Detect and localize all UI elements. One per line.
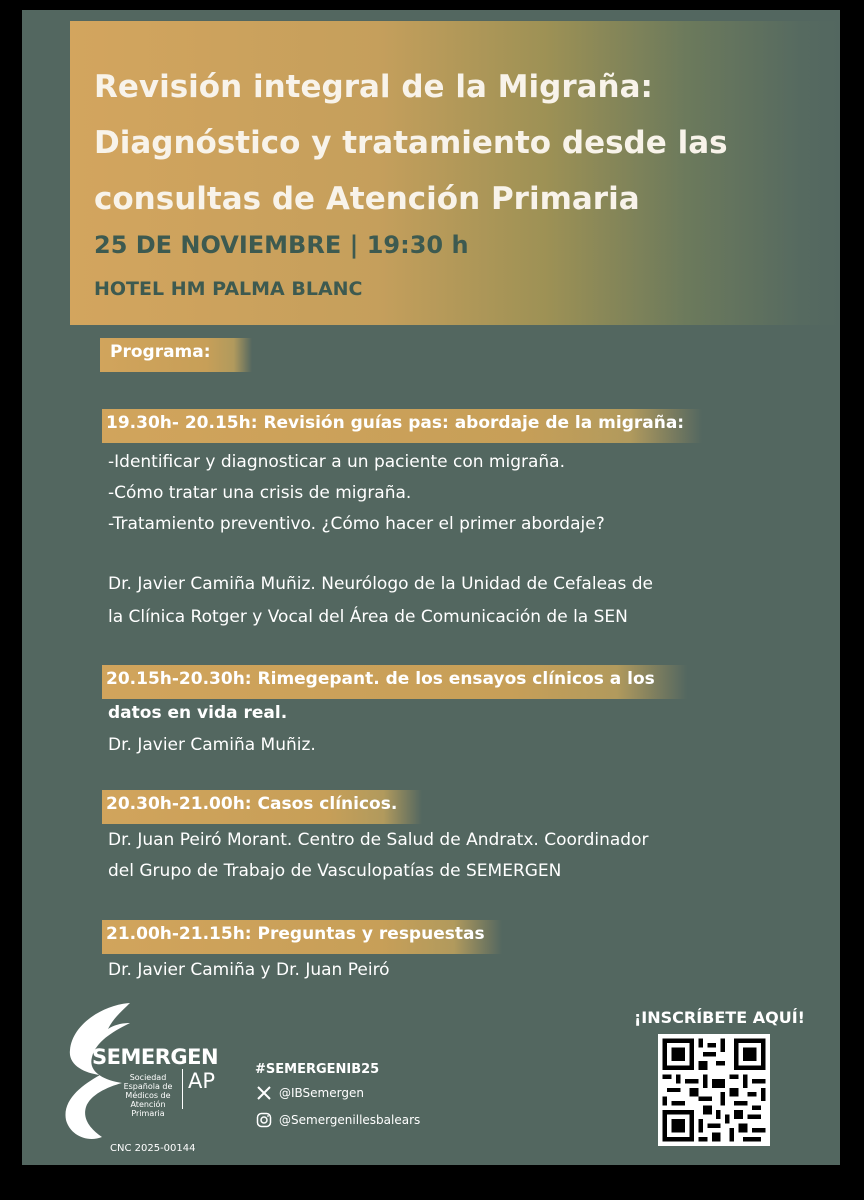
qr-code-icon [658, 1034, 770, 1146]
event-venue: HOTEL HM PALMA BLANC [94, 278, 363, 300]
session-3-speaker: Dr. Juan Peiró Morant. Centro de Salud de Andratx. Coordinador [108, 830, 649, 850]
session-4-heading-highlight [102, 920, 502, 954]
cnc-code: CNC 2025-00144 [110, 1143, 196, 1154]
programa-label-highlight [100, 338, 252, 372]
session-3-speaker: del Grupo de Trabajo de Vasculopatías de SEMERGEN [108, 861, 562, 881]
session-1-speaker: la Clínica Rotger y Vocal del Área de Comunicación de la SEN [108, 607, 628, 627]
session-4-heading: 21.00h-21.15h: Preguntas y respuestas [106, 924, 485, 944]
qr-code[interactable] [658, 1034, 770, 1146]
session-1-line: -Tratamiento preventivo. ¿Cómo hacer el primer abordaje? [108, 514, 605, 534]
twitter-handle: @IBSemergen [279, 1086, 364, 1100]
session-1-line: -Cómo tratar una crisis de migraña. [108, 483, 412, 503]
session-1-line: -Identificar y diagnosticar a un paciente con migraña. [108, 452, 566, 472]
title-line-3: consultas de Atención Primaria [94, 181, 640, 217]
register-cta: ¡INSCRÍBETE AQUÍ! [634, 1008, 805, 1027]
session-3-heading: 20.30h-21.00h: Casos clínicos. [106, 794, 398, 814]
logo-subtitle: Sociedad Española de Médicos de Atención Primaria [123, 1073, 173, 1118]
logo-ap: AP [182, 1069, 215, 1109]
title-line-1: Revisión integral de la Migraña: [94, 69, 653, 105]
instagram-handle-row[interactable] [255, 1111, 420, 1129]
session-1-heading-highlight [102, 409, 702, 443]
session-1-speaker: Dr. Javier Camiña Muñiz. Neurólogo de la Unidad de Cefaleas de [108, 574, 653, 594]
session-3-heading-highlight [102, 790, 422, 824]
hashtag: #SEMERGENIB25 [255, 1062, 380, 1077]
event-date: 25 DE NOVIEMBRE | 19:30 h [94, 231, 469, 259]
session-1-heading: 19.30h- 20.15h: Revisión guías pas: abordaje de la migraña: [106, 413, 685, 433]
logo-brand: SEMERGEN [92, 1045, 219, 1069]
session-2-speaker: Dr. Javier Camiña Muñiz. [108, 735, 316, 755]
twitter-handle-row[interactable] [255, 1084, 364, 1102]
title-line-2: Diagnóstico y tratamiento desde las [94, 125, 728, 161]
programa-label: Programa: [110, 342, 211, 362]
session-2-heading-cont: datos en vida real. [108, 703, 288, 723]
session-2-heading-highlight [102, 665, 687, 699]
event-poster [22, 10, 840, 1165]
title-banner [70, 21, 840, 325]
event-title [94, 59, 834, 227]
session-4-speaker: Dr. Javier Camiña y Dr. Juan Peiró [108, 960, 390, 980]
instagram-icon [255, 1111, 273, 1129]
x-twitter-icon [255, 1084, 273, 1102]
semergen-logo [52, 995, 252, 1155]
session-2-heading: 20.15h-20.30h: Rimegepant. de los ensayos clínicos a los [106, 669, 655, 689]
instagram-handle: @Semergenillesbalears [279, 1113, 421, 1127]
